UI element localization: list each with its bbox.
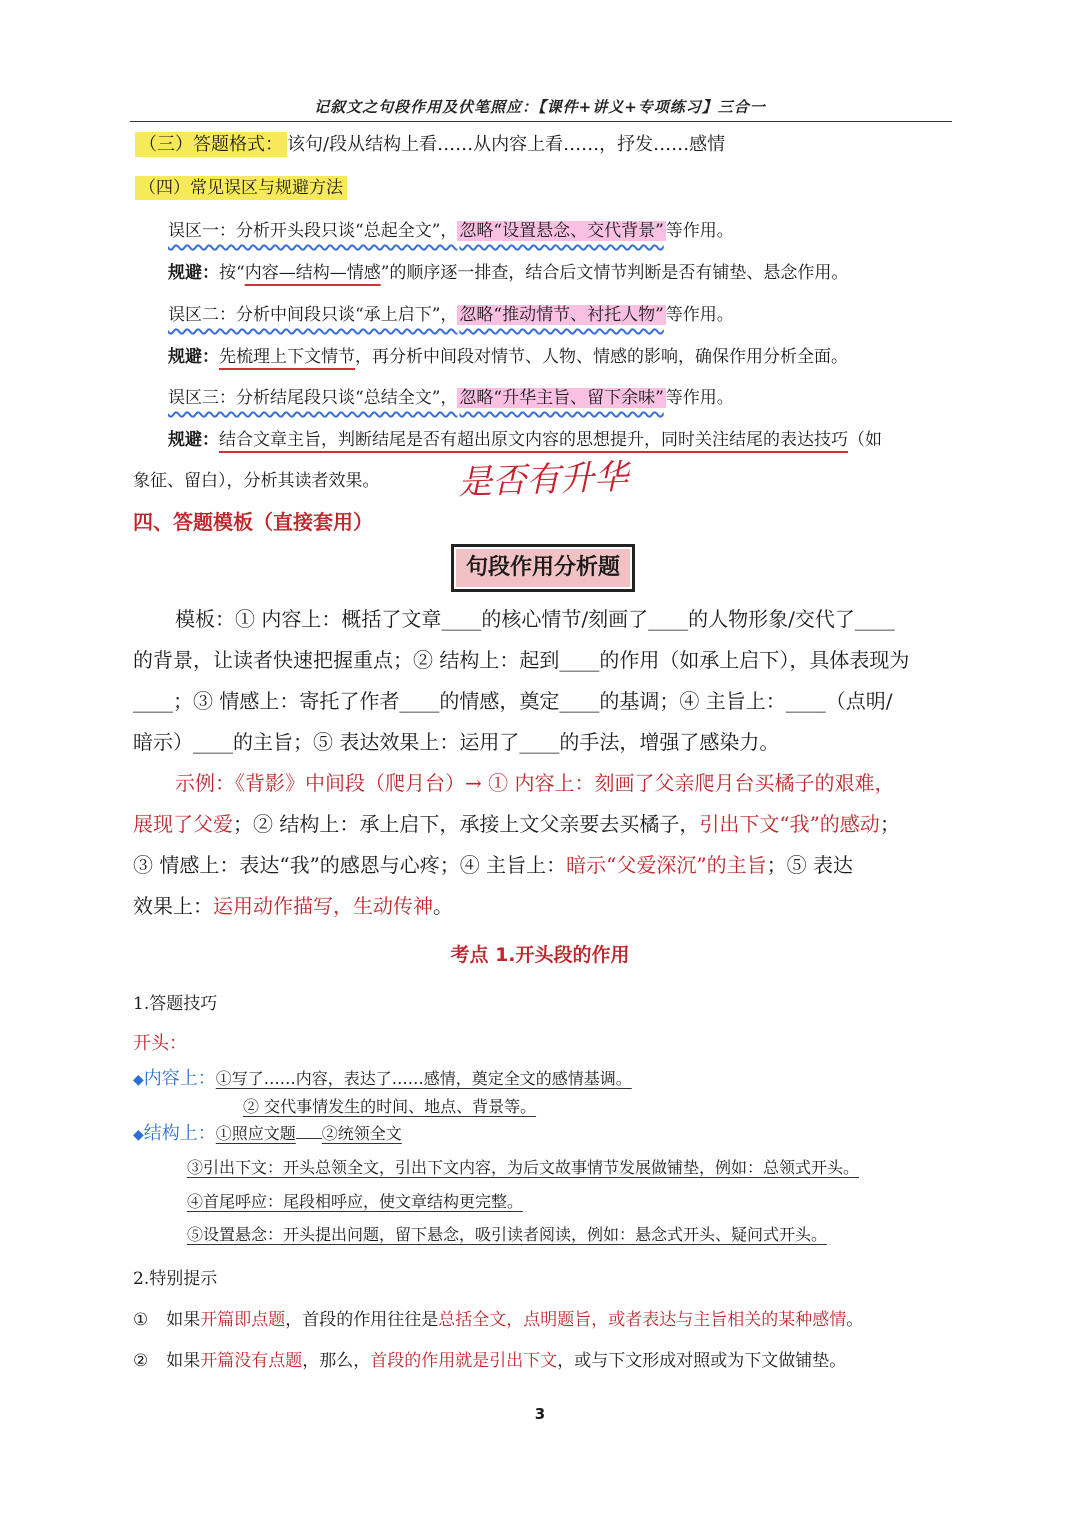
- example-1b: 刻画了父亲爬月台买橘子的艰难，: [594, 771, 895, 795]
- tip-2-b: 开篇没有点题: [200, 1351, 303, 1371]
- handwritten-note: 是否有升华: [457, 457, 629, 503]
- diamond-bullet-icon: ◆: [133, 1072, 144, 1088]
- diamond-bullet-icon: ◆: [133, 1127, 144, 1143]
- structure-item-5: ⑤设置悬念：开头提出问题，留下悬念，吸引读者阅读，例如：悬念式开头、疑问式开头。: [187, 1225, 828, 1244]
- avoid-3-b: （如: [848, 430, 882, 450]
- avoid-2-label: 规避：: [168, 347, 219, 367]
- avoid-3-label: 规避：: [168, 430, 219, 450]
- answer-format-line: [135, 130, 725, 156]
- answer-format-label: （三）答题格式：: [135, 132, 287, 157]
- example-2d: ；: [879, 812, 900, 836]
- content-item-2: ② 交代事情发生的时间、地点、背景等。: [243, 1097, 537, 1116]
- template-line-1: 模板：① 内容上：概括了文章____的核心情节/刻画了____的人物形象/交代了____: [175, 607, 895, 631]
- answer-format-text: 该句/段从结构上看……从内容上看……，抒发……感情: [287, 134, 726, 155]
- misconception-2: [168, 300, 734, 325]
- tip-2-a: 如果: [166, 1351, 201, 1371]
- avoid-1-underlined: 内容—结构—情感: [244, 263, 381, 283]
- skill-title: 1.答题技巧: [133, 994, 218, 1014]
- misconception-1: [168, 216, 734, 241]
- header-rule: [130, 121, 952, 122]
- avoid-2-underlined: 先梳理上下文情节: [219, 347, 355, 367]
- opening-label: 开头：: [133, 1033, 187, 1054]
- avoid-3: [168, 425, 882, 450]
- tip-2-e: ，或与下文形成对照或为下文做铺垫。: [557, 1351, 847, 1371]
- section-answer-templates: 四、答题模板（直接套用）: [133, 510, 373, 534]
- misconception-3-text: 误区三：分析结尾段只谈“总结全文”，: [168, 388, 458, 408]
- tip-2-num: ②: [133, 1351, 149, 1371]
- structure-item-3: ③引出下文：开头总领全文，引出下文内容，为后文故事情节发展做铺垫，例如：总领式开头。: [187, 1158, 860, 1177]
- document-header: 记叙文之句段作用及伏笔照应：【课件+讲义+专项练习】三合一: [314, 98, 766, 116]
- template-line-4: 暗示）____的主旨；⑤ 表达效果上：运用了____的手法，增强了感染力。: [133, 730, 780, 754]
- misconception-2-highlight: 忽略“推动情节、衬托人物”: [459, 305, 664, 325]
- structure-item-4: ④首尾呼应：尾段相呼应，使文章结构更完整。: [187, 1192, 524, 1211]
- tip-2-d: 首段的作用就是引出下文: [370, 1351, 558, 1371]
- example-2c: 引出下文“我”的感动: [699, 812, 880, 836]
- example-4c: 。: [433, 894, 453, 918]
- structure-row: [133, 1119, 402, 1145]
- misconception-1-tail: 等作用。: [665, 221, 734, 241]
- content-row: [133, 1064, 632, 1090]
- example-3a: ③ 情感上：表达“我”的感恩与心疼；④ 主旨上：: [133, 853, 567, 877]
- example-line-4: [133, 890, 453, 919]
- misconceptions-heading-label: （四）常见误区与规避方法: [135, 176, 347, 200]
- example-3b: 暗示“父爱深沉”的主旨: [566, 853, 767, 877]
- structure-item-2: ②统领全文: [321, 1124, 402, 1143]
- avoid-3-underlined: 结合文章主旨，判断结尾是否有超出原文内容的思想提升，同时关注结尾的表达技巧: [219, 430, 848, 450]
- tip-1: [133, 1305, 863, 1330]
- example-2b: ；② 结构上：承上启下，承接上文父亲要去买橘子，: [233, 812, 700, 836]
- example-1a: 示例：《背影》中间段（爬月台）→ ① 内容上：: [175, 771, 595, 795]
- page-number: 3: [534, 1405, 546, 1423]
- misconceptions-heading: [135, 173, 347, 198]
- tip-1-b: 开篇即点题: [200, 1310, 286, 1330]
- avoid-1: [168, 258, 848, 283]
- structure-label: 结构上：: [143, 1123, 216, 1144]
- tip-1-c: ，首段的作用往往是: [285, 1310, 439, 1330]
- tip-2: [133, 1346, 846, 1371]
- misconception-3-highlight: 忽略“升华主旨、留下余味”: [459, 388, 664, 408]
- example-2a: 展现了父爱: [133, 812, 233, 836]
- tips-title: 2.特别提示: [133, 1269, 218, 1289]
- tip-1-e: 。: [846, 1310, 864, 1330]
- exam-point-title: 考点 1.开头段的作用: [450, 944, 630, 966]
- example-4b: 运用动作描写，生动传神: [213, 894, 433, 918]
- example-line-2: [133, 808, 900, 837]
- example-3c: ；⑤ 表达: [766, 853, 853, 877]
- tip-1-a: 如果: [166, 1310, 201, 1330]
- avoid-1-label: 规避：: [168, 263, 219, 283]
- structure-item-1: ①照应文题: [215, 1124, 296, 1143]
- example-4a: 效果上：: [133, 894, 213, 918]
- content-item-1: ①写了……内容，表达了……感情，奠定全文的感情基调。: [215, 1069, 632, 1088]
- template-box-title: 句段作用分析题: [452, 545, 634, 591]
- content-label: 内容上：: [143, 1068, 216, 1089]
- misconception-3: [168, 383, 734, 408]
- misconception-2-tail: 等作用。: [665, 305, 734, 325]
- template-line-3: ____；③ 情感上：寄托了作者____的情感，奠定____的基调；④ 主旨上：____（点明/: [133, 689, 893, 713]
- misconception-1-text: 误区一：分析开头段只谈“总起全文”，: [168, 221, 458, 241]
- avoid-2-b: ，再分析中间段对情节、人物、情感的影响，确保作用分析全面。: [355, 347, 848, 367]
- misconception-3-tail: 等作用。: [665, 388, 734, 408]
- avoid-2: [168, 342, 848, 367]
- misconception-2-text: 误区二：分析中间段只谈“承上启下”，: [168, 305, 458, 325]
- avoid-1-a: 按“: [219, 263, 245, 283]
- example-line-1: [175, 767, 894, 796]
- example-line-3: [133, 849, 853, 878]
- misconception-1-highlight: 忽略“设置悬念、交代背景”: [459, 221, 664, 241]
- avoid-3-line2: 象征、留白），分析其读者效果。: [133, 471, 380, 491]
- tip-1-num: ①: [133, 1310, 149, 1330]
- avoid-1-c: ”的顺序逐一排查，结合后文情节判断是否有铺垫、悬念作用。: [380, 263, 849, 283]
- tip-1-d: 总括全文，点明题旨，或者表达与主旨相关的某种感情: [438, 1310, 847, 1330]
- tip-2-c: ，那么，: [302, 1351, 371, 1371]
- template-line-2: 的背景，让读者快速把握重点；② 结构上：起到____的作用（如承上启下），具体表现为: [133, 648, 910, 672]
